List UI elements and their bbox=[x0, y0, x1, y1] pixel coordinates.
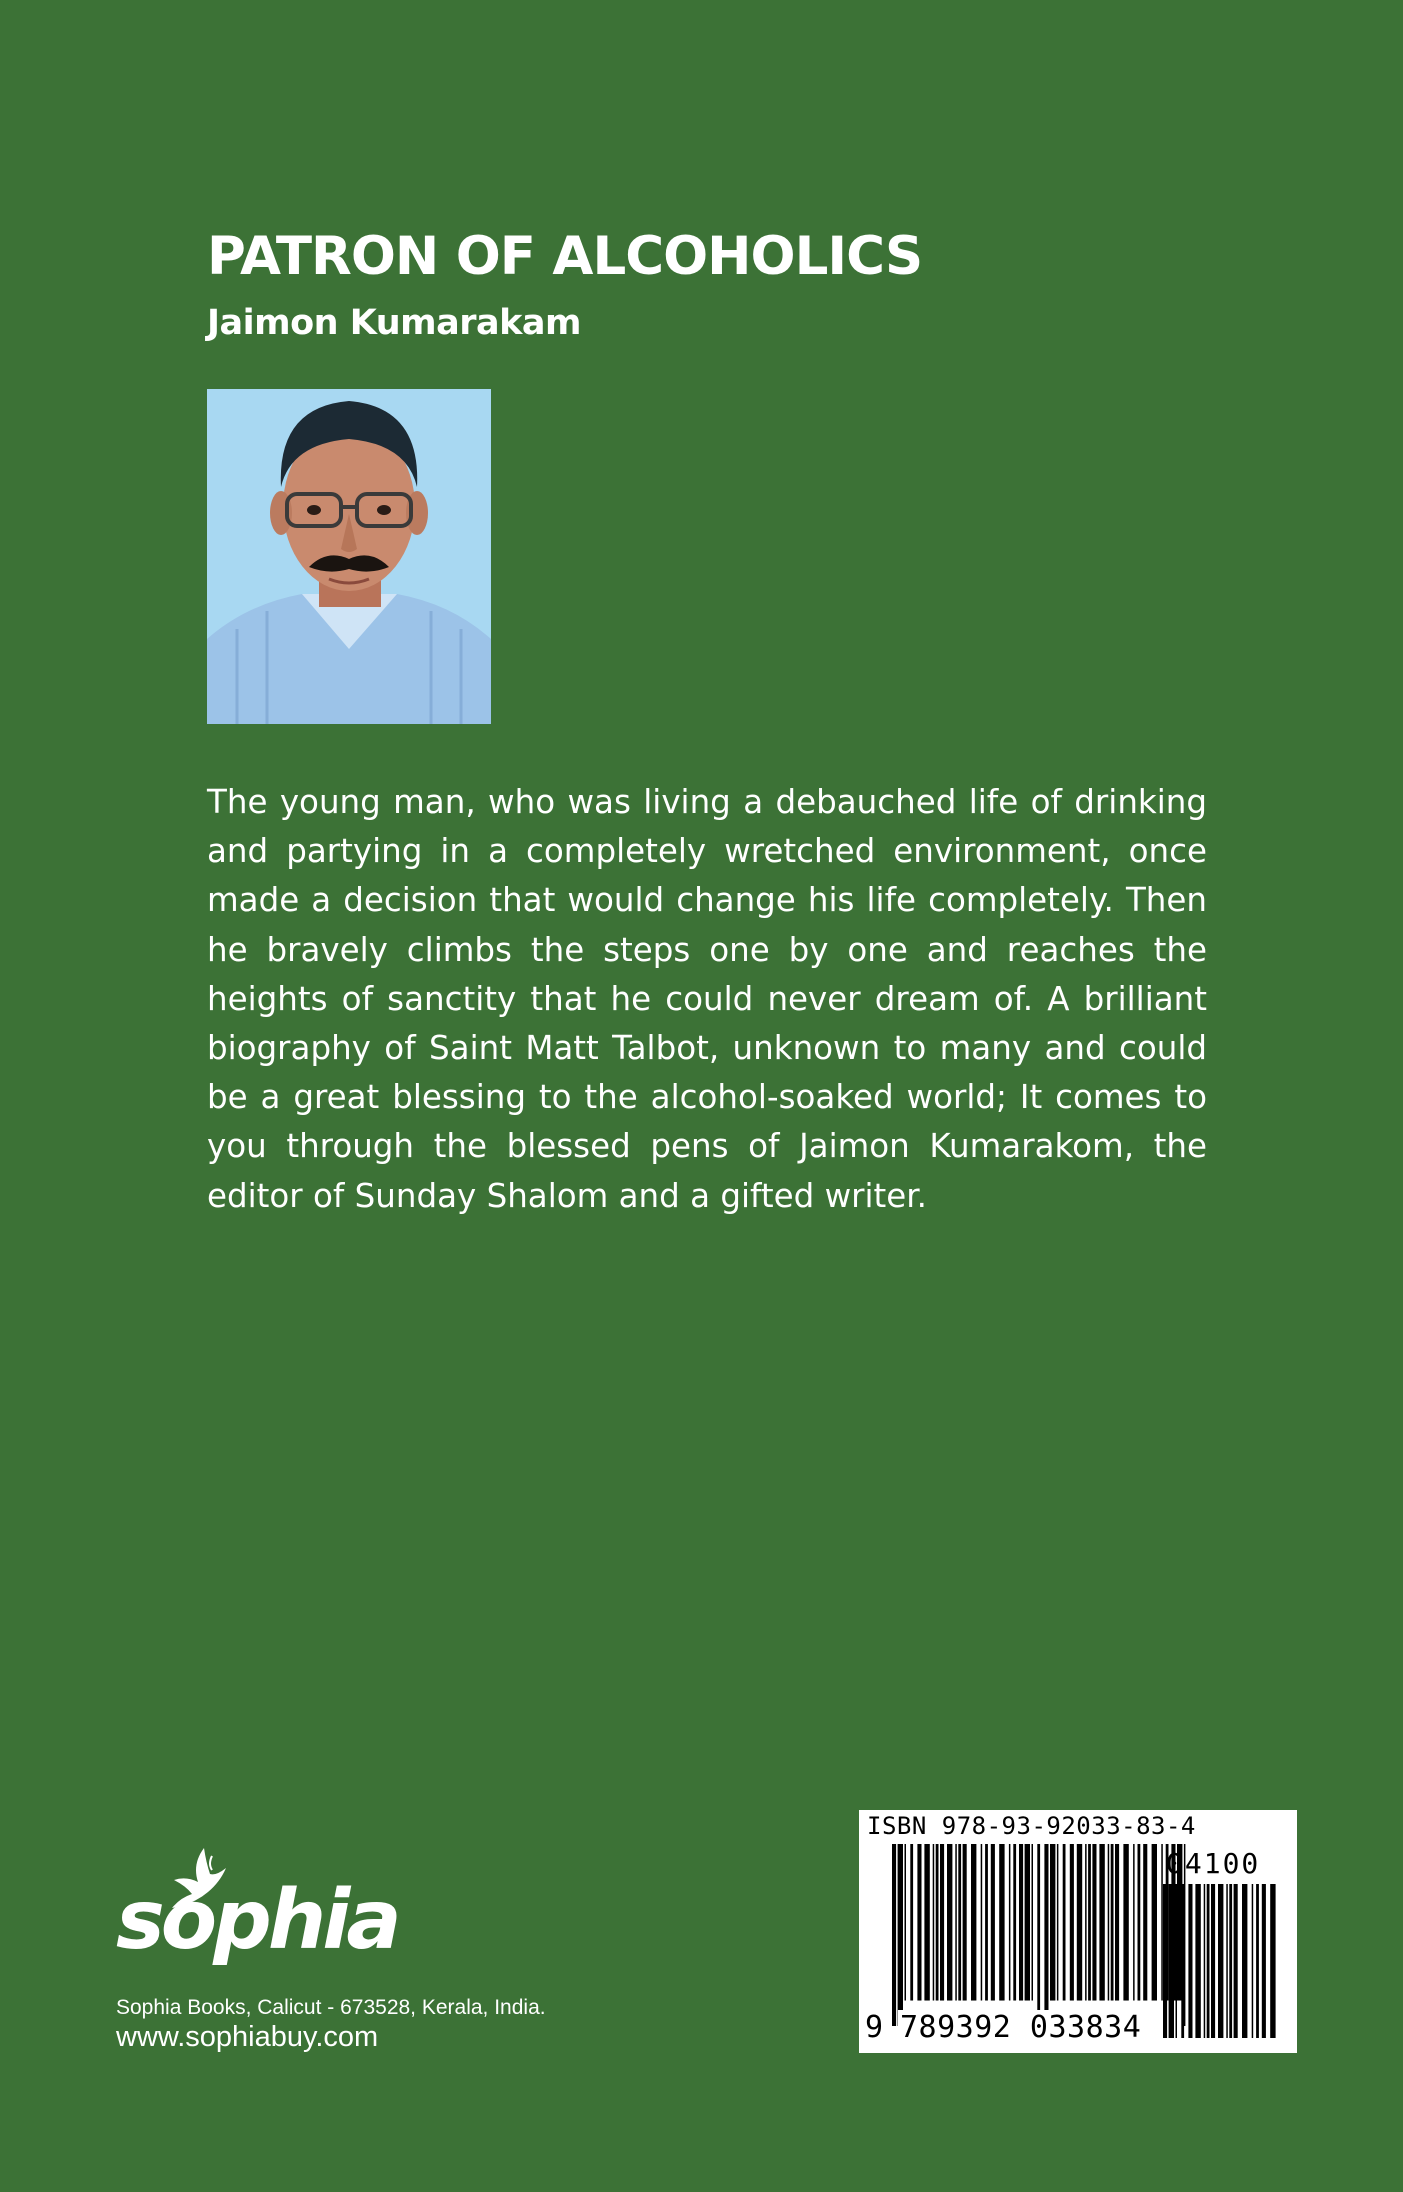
barcode-bar bbox=[1252, 1884, 1254, 2038]
barcode-bars bbox=[892, 1844, 1192, 2026]
barcode-bar bbox=[940, 1844, 944, 2001]
barcode-bar bbox=[1229, 1884, 1232, 2038]
barcode-bar bbox=[1123, 1844, 1128, 2001]
barcode-bar bbox=[947, 1844, 952, 2001]
publisher-logo bbox=[116, 1846, 398, 1986]
barcode-bar bbox=[1152, 1844, 1157, 2001]
barcode-bar bbox=[1111, 1844, 1114, 2001]
author-portrait bbox=[207, 389, 491, 724]
barcode-bar bbox=[1133, 1844, 1135, 2001]
barcode-bar bbox=[955, 1844, 957, 2001]
barcode-bar bbox=[1057, 1844, 1059, 2001]
barcode-bar bbox=[1108, 1844, 1110, 2001]
book-title: PATRON OF ALCOHOLICS bbox=[207, 226, 923, 287]
barcode-bar bbox=[1226, 1884, 1228, 2038]
price-code: 04100 bbox=[1166, 1847, 1261, 1880]
barcode-bar bbox=[1270, 1884, 1275, 2038]
barcode-bar bbox=[958, 1844, 961, 2001]
barcode-bar bbox=[1256, 1884, 1259, 2038]
barcode-bar bbox=[905, 1844, 907, 2001]
barcode-bar bbox=[898, 1844, 903, 2026]
barcode-bar bbox=[963, 1844, 967, 2001]
barcode-bar bbox=[936, 1844, 939, 2001]
publisher-website[interactable]: www.sophiabuy.com bbox=[116, 2021, 379, 2053]
barcode-bar bbox=[1077, 1844, 1082, 2001]
barcode-bar bbox=[1138, 1844, 1141, 2001]
barcode-bar bbox=[1099, 1844, 1104, 2001]
barcode-bar bbox=[1218, 1884, 1223, 2038]
ean-first-digit: 9 bbox=[865, 2010, 884, 2045]
barcode-bar bbox=[1019, 1844, 1023, 2001]
isbn-number: ISBN 978-93-92033-83-4 bbox=[867, 1812, 1196, 1840]
barcode-bar bbox=[1207, 1884, 1210, 2038]
barcode-bar bbox=[1032, 1844, 1034, 2001]
barcode-bar bbox=[1044, 1844, 1048, 2026]
barcode-bar bbox=[1143, 1844, 1147, 2001]
barcode-bar bbox=[1188, 1884, 1192, 2038]
barcode-bar bbox=[1195, 1884, 1200, 2038]
publisher-logo-text: sophia bbox=[116, 1873, 398, 1968]
author-name: Jaimon Kumarakam bbox=[207, 303, 582, 343]
barcode-bar bbox=[1063, 1844, 1066, 2001]
barcode-bar bbox=[1181, 1884, 1184, 2038]
barcode-bar bbox=[1115, 1844, 1119, 2001]
book-description: The young man, who was living a debauched life of drinking and partying in a completely wretched environment, once made a decision that would change his life completely. Then he bravely climbs the steps one by one and reaches the heights of sanctity that he could never dream of. A brilliant biography of Saint Matt Talbot, unknown to many and could be a great blessing to the alcohol-soaked world; It comes to you through the blessed pens of Jaimon Kumarakom, the editor of Sunday Shalom and a gifted writer. bbox=[207, 783, 1207, 1215]
barcode-bar bbox=[1070, 1844, 1074, 2001]
barcode-bar bbox=[1085, 1844, 1087, 2001]
barcode-bar bbox=[991, 1844, 995, 2001]
author-photo bbox=[207, 389, 491, 724]
barcode-bar bbox=[924, 1844, 929, 2001]
barcode-bar bbox=[1242, 1884, 1247, 2038]
barcode-bar bbox=[1088, 1844, 1091, 2001]
barcode-bar bbox=[1234, 1884, 1238, 2038]
barcode-bar bbox=[1169, 1884, 1174, 2038]
barcode-bar bbox=[1025, 1844, 1030, 2001]
ean-digits: 789392 033834 bbox=[900, 2010, 1142, 2045]
barcode-bar bbox=[1262, 1884, 1266, 2038]
barcode-bar bbox=[1163, 1884, 1167, 2038]
barcode-bar bbox=[1211, 1884, 1215, 2038]
price-barcode-bars bbox=[1163, 1884, 1279, 2038]
barcode-bar bbox=[1204, 1884, 1206, 2038]
barcode-bar bbox=[1037, 1844, 1040, 2026]
barcode-bar bbox=[917, 1844, 921, 2001]
barcode-bar bbox=[1176, 1884, 1178, 2038]
barcode-bar bbox=[1092, 1844, 1096, 2001]
isbn-barcode bbox=[859, 1810, 1297, 2053]
barcode-bar bbox=[981, 1844, 983, 2001]
barcode-bar bbox=[1050, 1844, 1055, 2001]
barcode-bar bbox=[1013, 1844, 1016, 2001]
publisher-address: Sophia Books, Calicut - 673528, Kerala, India. bbox=[116, 1996, 546, 2019]
barcode-bar bbox=[1009, 1844, 1011, 2001]
barcode-bar bbox=[933, 1844, 935, 2001]
barcode-bar bbox=[999, 1844, 1004, 2001]
barcode-bar bbox=[971, 1844, 976, 2001]
barcode-bar bbox=[910, 1844, 913, 2001]
barcode-bar bbox=[985, 1844, 988, 2001]
barcode-bar bbox=[892, 1844, 896, 2026]
